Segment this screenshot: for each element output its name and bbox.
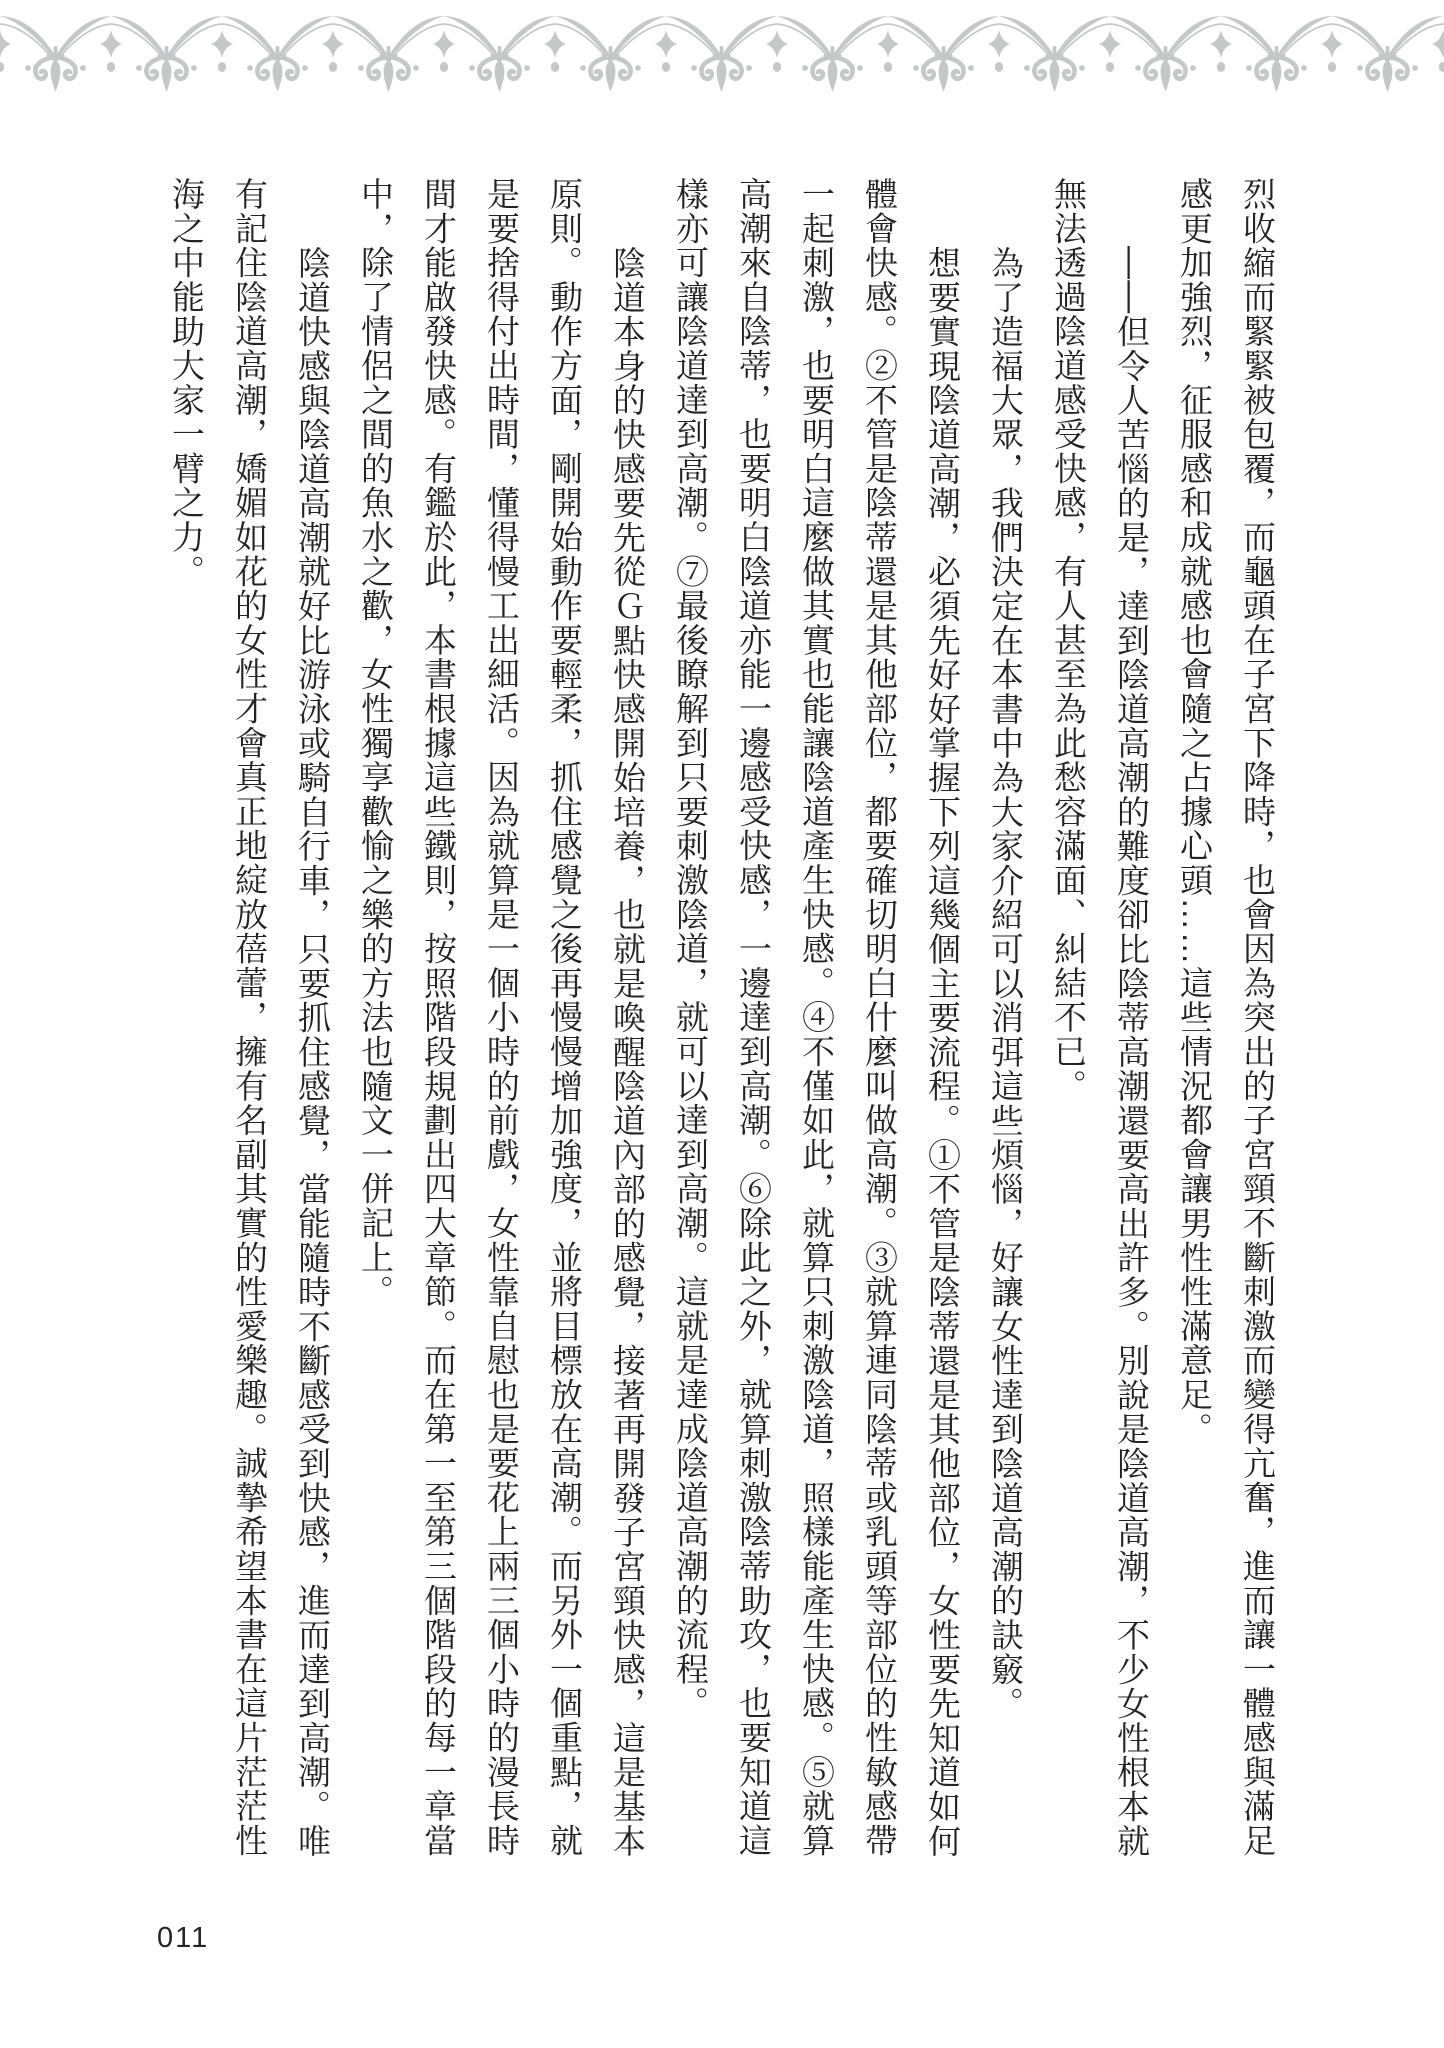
- text-column: 為了造福大眾，我們決定在本書中為大家介紹可以消弭這些煩惱，好讓女性達到陰道高潮的訣竅。: [987, 246, 1024, 1721]
- text-column: 是要捨得付出時間，懂得慢工出細活。因為就算是一個小時的前戲，女性靠自慰也是要花上兩三個小時的漫長時: [483, 177, 520, 1858]
- text-column: ——但令人苦惱的是，達到陰道高潮的難度卻比陰蒂高潮還要高出許多。別說是陰道高潮，不少女性根本就: [1113, 246, 1150, 1859]
- text-column: 體會快感。②不管是陰蒂還是其他部位，都要確切明白什麼叫做高潮。③就算連同陰蒂或乳頭等部位的性敏感帶: [861, 177, 898, 1858]
- text-column: 陰道快感與陰道高潮就好比游泳或騎自行車，只要抓住感覺，當能隨時不斷感受到快感，進而達到高潮。唯: [294, 246, 331, 1859]
- text-column: 一起刺激，也要明白這麼做其實也能讓陰道產生快感。④不僅如此，就算只刺激陰道，照樣能產生快感。⑤就算: [798, 177, 835, 1858]
- text-column: 高潮來自陰蒂，也要明白陰道亦能一邊感受快感，一邊達到高潮。⑥除此之外，就算刺激陰蒂助攻，也要知道這: [735, 177, 772, 1858]
- text-column: 有記住陰道高潮，嬌媚如花的女性才會真正地綻放蓓蕾，擁有名副其實的性愛樂趣。誠摯希望本書在這片茫茫性: [231, 177, 268, 1858]
- text-column: 想要實現陰道高潮，必須先好好掌握下列這幾個主要流程。①不管是陰蒂還是其他部位，女性要先知道如何: [924, 246, 961, 1859]
- text-column: 間才能啟發快感。有鑑於此，本書根據這些鐵則，按照階段規劃出四大章節。而在第一至第三個階段的每一章當: [420, 177, 457, 1858]
- text-column: 原則。動作方面，剛開始動作要輕柔，抓住感覺之後再慢慢增加強度，並將目標放在高潮。而另外一個重點，就: [546, 177, 583, 1858]
- text-column: 烈收縮而緊緊被包覆，而龜頭在子宮下降時，也會因為突出的子宮頸不斷刺激而變得亢奮，進而讓一體感與滿足: [1239, 177, 1276, 1858]
- text-column: 陰道本身的快感要先從Ｇ點快感開始培養，也就是喚醒陰道內部的感覺，接著再開發子宮頸快感，這是基本: [609, 246, 646, 1859]
- text-column: 無法透過陰道感受快感，有人甚至為此愁容滿面、糾結不已。: [1050, 177, 1087, 1104]
- text-column: 中，除了情侶之間的魚水之歡，女性獨享歡愉之樂的方法也隨文一併記上。: [357, 177, 394, 1309]
- text-column: 感更加強烈，征服感和成就感也會隨之占據心頭……這些情況都會讓男性性滿意足。: [1176, 177, 1213, 1447]
- text-column: 樣亦可讓陰道達到高潮。⑦最後瞭解到只要刺激陰道，就可以達到高潮。這就是達成陰道高潮的流程。: [672, 177, 709, 1721]
- page-number: 011: [157, 1922, 210, 1954]
- text-column: 海之中能助大家一臂之力。: [168, 177, 205, 589]
